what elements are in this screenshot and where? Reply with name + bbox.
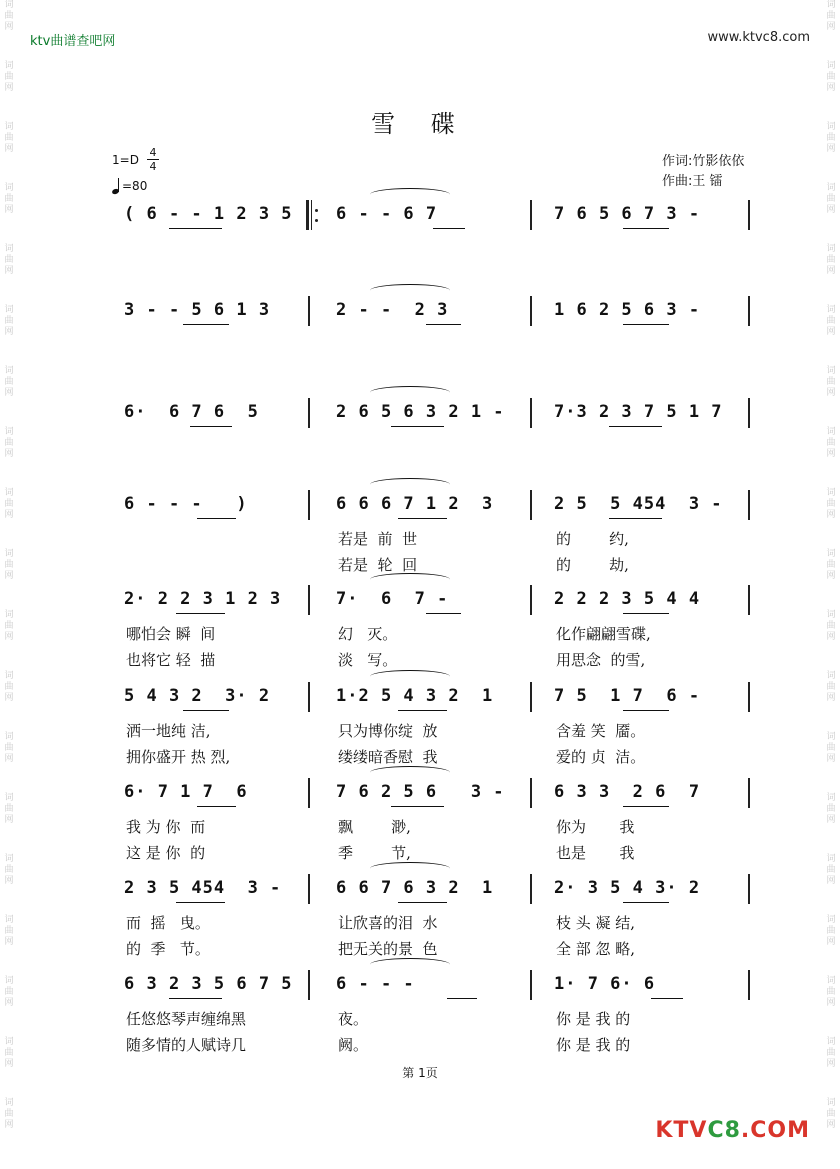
tempo-value: =80 (122, 179, 148, 193)
watermark-text: 词 曲 网 (826, 305, 836, 337)
watermark-text: 词 曲 网 (4, 244, 14, 276)
lyric-line-2: 若是 轮 回 (338, 556, 418, 574)
barline (748, 874, 750, 904)
watermark-text: 词 曲 网 (4, 915, 14, 947)
barline (748, 296, 750, 326)
watermark-text: 词 曲 网 (4, 427, 14, 459)
barline (530, 682, 532, 712)
measure-notes: 7 5 1 7 6 - (554, 686, 701, 706)
lyric-line-1: 哪怕会 瞬 间 (126, 625, 216, 643)
barline (308, 970, 310, 1000)
measure-notes: 7 6 5 6 7 3 - (554, 204, 701, 224)
measure-notes: 6 3 3 2 6 7 (554, 782, 701, 802)
site-name[interactable]: ktv曲谱查吧网 (30, 34, 116, 49)
watermark-text: 词 曲 网 (4, 610, 14, 642)
slur-mark (370, 284, 450, 297)
beam-line (169, 998, 222, 999)
lyric-line-2: 用思念 的雪, (556, 651, 646, 669)
barline (308, 682, 310, 712)
measure-notes: 7·3 2 3 7 5 1 7 (554, 402, 723, 422)
barline (748, 778, 750, 808)
measure-notes: 2 5 5 454 3 - (554, 494, 723, 514)
barline (748, 200, 750, 230)
measure-notes: 2 - - 2 3 (336, 300, 449, 320)
barline (748, 970, 750, 1000)
measure-notes: 6 6 7 6 3 2 1 (336, 878, 494, 898)
lyric-line-1: 任悠悠琴声缠绵黑 (126, 1010, 247, 1028)
measure-notes: 6 - - - ) (124, 494, 248, 514)
watermark-text: 词 曲 网 (4, 305, 14, 337)
logo-part-com: .COM (740, 1118, 810, 1143)
slur-mark (370, 478, 450, 491)
lyric-line-2: 也将它 轻 描 (126, 651, 216, 669)
beam-line (623, 710, 669, 711)
watermark-text: 词 曲 网 (826, 854, 836, 886)
meter-top: 4 (149, 146, 157, 159)
slur-mark (370, 670, 450, 683)
lyric-line-1: 的 约, (556, 530, 629, 548)
meter-bottom: 4 (149, 160, 157, 173)
barline (308, 490, 310, 520)
quarter-note-icon (112, 178, 120, 194)
measure-notes: 3 - - 5 6 1 3 (124, 300, 271, 320)
watermark-text: 词 曲 网 (4, 671, 14, 703)
watermark-text: 词 曲 网 (4, 183, 14, 215)
page-number: 第 1页 (402, 1066, 438, 1080)
time-signature (147, 146, 159, 173)
beam-line (197, 806, 236, 807)
beam-line (623, 228, 669, 229)
watermark-text: 词 曲 网 (4, 122, 14, 154)
watermark-text: 词 曲 网 (826, 610, 836, 642)
lyric-line-2: 也是 我 (556, 844, 635, 862)
watermark-text: 词 曲 网 (4, 549, 14, 581)
watermark-text: 词 曲 网 (4, 976, 14, 1008)
beam-line (609, 426, 662, 427)
slur-mark (370, 386, 450, 399)
barline (748, 682, 750, 712)
measure-notes: 6· 6 7 6 5 (124, 402, 259, 422)
beam-line (426, 324, 461, 325)
barline (530, 296, 532, 326)
beam-line (609, 518, 662, 519)
beam-line (190, 426, 232, 427)
lyric-line-1: 你 是 我 的 (556, 1010, 631, 1028)
beam-line (391, 806, 444, 807)
lyric-line-1: 若是 前 世 (338, 530, 418, 548)
beam-line (183, 324, 229, 325)
barline (748, 490, 750, 520)
barline (308, 874, 310, 904)
lyric-line-2: 缕缕暗香慰 我 (338, 748, 438, 766)
watermark-text: 词 曲 网 (4, 366, 14, 398)
lyric-line-1: 而 摇 曳。 (126, 914, 210, 932)
watermark-text: 词 曲 网 (826, 122, 836, 154)
beam-line (176, 902, 225, 903)
beam-line (433, 228, 465, 229)
slur-mark (370, 862, 450, 875)
watermark-text: 词 曲 网 (826, 1037, 836, 1069)
beam-line (623, 902, 669, 903)
watermark-column-left (2, 0, 16, 1169)
watermark-text: 词 曲 网 (4, 0, 14, 32)
barline (530, 200, 532, 230)
barline (308, 398, 310, 428)
watermark-text: 词 曲 网 (826, 671, 836, 703)
measure-notes: 2 6 5 6 3 2 1 - (336, 402, 505, 422)
lyric-line-1: 飘 渺, (338, 818, 411, 836)
watermark-text: 词 曲 网 (4, 732, 14, 764)
watermark-text: 词 曲 网 (826, 793, 836, 825)
lyric-line-1: 洒一地纯 洁, (126, 722, 211, 740)
lyric-line-2: 把无关的景 色 (338, 940, 438, 958)
lyric-line-2: 全 部 忽 略, (556, 940, 636, 958)
measure-notes: 6 - - - (336, 974, 415, 994)
logo-part-ktv: KTV (655, 1118, 708, 1143)
lyric-line-2: 拥你盛开 热 烈, (126, 748, 231, 766)
beam-line (447, 998, 477, 999)
beam-line (623, 806, 669, 807)
barline (530, 778, 532, 808)
measure-notes: 6 6 6 7 1 2 3 (336, 494, 494, 514)
slur-mark (370, 958, 450, 971)
watermark-text: 词 曲 网 (826, 732, 836, 764)
beam-line (651, 998, 683, 999)
measure-notes: 6· 7 1 7 6 (124, 782, 248, 802)
lyricist: 作词:竹影依依 (662, 154, 745, 169)
beam-line (398, 518, 447, 519)
watermark-text: 词 曲 网 (4, 854, 14, 886)
barline (308, 585, 310, 615)
watermark-text: 词 曲 网 (4, 488, 14, 520)
watermark-text: 词 曲 网 (826, 1098, 836, 1130)
watermark-text: 词 曲 网 (826, 244, 836, 276)
lyric-line-1: 我 为 你 而 (126, 818, 206, 836)
lyric-line-1: 幻 灭。 (338, 625, 398, 643)
watermark-text: 词 曲 网 (826, 61, 836, 93)
site-url[interactable]: www.ktvc8.com (707, 30, 810, 45)
watermark-text: 词 曲 网 (826, 549, 836, 581)
watermark-text: 词 曲 网 (826, 366, 836, 398)
lyric-line-1: 化作翩翩雪碟, (556, 625, 651, 643)
key-signature: 1=D (112, 153, 139, 167)
measure-notes: 5 4 3 2 3· 2 (124, 686, 271, 706)
composer: 作曲:王 镭 (662, 174, 723, 189)
beam-line (398, 902, 447, 903)
measure-notes: 7· 6 7 - (336, 589, 449, 609)
barline (308, 296, 310, 326)
watermark-text: 词 曲 网 (826, 488, 836, 520)
measure-notes: 1 6 2 5 6 3 - (554, 300, 701, 320)
beam-line (197, 518, 236, 519)
watermark-text: 词 曲 网 (826, 183, 836, 215)
watermark-column-right (824, 0, 838, 1169)
beam-line (398, 710, 447, 711)
watermark-text: 词 曲 网 (826, 976, 836, 1008)
barline (748, 585, 750, 615)
lyric-line-2: 季 节, (338, 844, 411, 862)
slur-mark (370, 188, 450, 201)
measure-notes: 7 6 2 5 6 3 - (336, 782, 505, 802)
measure-notes: 6 - - 6 7 (336, 204, 438, 224)
slur-mark (370, 766, 450, 779)
watermark-text: 词 曲 网 (826, 0, 836, 32)
beam-line (176, 613, 225, 614)
beam-line (623, 613, 669, 614)
barline (748, 398, 750, 428)
measure-notes: 2 2 2 3 5 4 4 (554, 589, 701, 609)
beam-line (183, 710, 229, 711)
barline (530, 490, 532, 520)
measure-notes: 1· 7 6· 6 (554, 974, 656, 994)
song-title: 雪 碟 (371, 110, 469, 138)
watermark-text: 词 曲 网 (4, 1098, 14, 1130)
measure-notes: 6 3 2 3 5 6 7 5 (124, 974, 293, 994)
lyric-line-2: 阙。 (338, 1036, 369, 1054)
lyric-line-2: 的 劫, (556, 556, 629, 574)
beam-line (391, 426, 444, 427)
lyric-line-1: 含羞 笑 靥。 (556, 722, 646, 740)
repeat-sign (306, 200, 318, 230)
lyric-line-1: 你为 我 (556, 818, 635, 836)
barline (530, 398, 532, 428)
beam-line (426, 613, 461, 614)
lyric-line-2: 的 季 节。 (126, 940, 210, 958)
logo-part-c8: C8 (707, 1118, 741, 1143)
slur-mark (370, 573, 450, 586)
watermark-text: 词 曲 网 (826, 915, 836, 947)
site-logo[interactable] (655, 1118, 810, 1143)
tempo-marking (112, 178, 147, 194)
lyric-line-1: 只为博你绽 放 (338, 722, 438, 740)
measure-notes: ( 6 - - 1 2 3 5 (124, 204, 293, 224)
lyric-line-1: 让欣喜的泪 水 (338, 914, 438, 932)
beam-line (169, 228, 222, 229)
lyric-line-1: 枝 头 凝 结, (556, 914, 636, 932)
watermark-text: 词 曲 网 (4, 1037, 14, 1069)
measure-notes: 2· 3 5 4 3· 2 (554, 878, 701, 898)
watermark-text: 词 曲 网 (826, 427, 836, 459)
barline (308, 778, 310, 808)
lyric-line-2: 你 是 我 的 (556, 1036, 631, 1054)
beam-line (623, 324, 669, 325)
watermark-text: 词 曲 网 (4, 793, 14, 825)
measure-notes: 2 3 5 454 3 - (124, 878, 282, 898)
watermark-text: 词 曲 网 (4, 61, 14, 93)
measure-notes: 2· 2 2 3 1 2 3 (124, 589, 282, 609)
lyric-line-2: 爱的 贞 洁。 (556, 748, 646, 766)
lyric-line-2: 随多情的人赋诗几 (126, 1036, 247, 1054)
barline (530, 874, 532, 904)
credits (662, 152, 744, 192)
lyric-line-2: 这 是 你 的 (126, 844, 206, 862)
barline (530, 970, 532, 1000)
lyric-line-2: 淡 写。 (338, 651, 398, 669)
lyric-line-1: 夜。 (338, 1010, 369, 1028)
measure-notes: 1·2 5 4 3 2 1 (336, 686, 494, 706)
barline (530, 585, 532, 615)
